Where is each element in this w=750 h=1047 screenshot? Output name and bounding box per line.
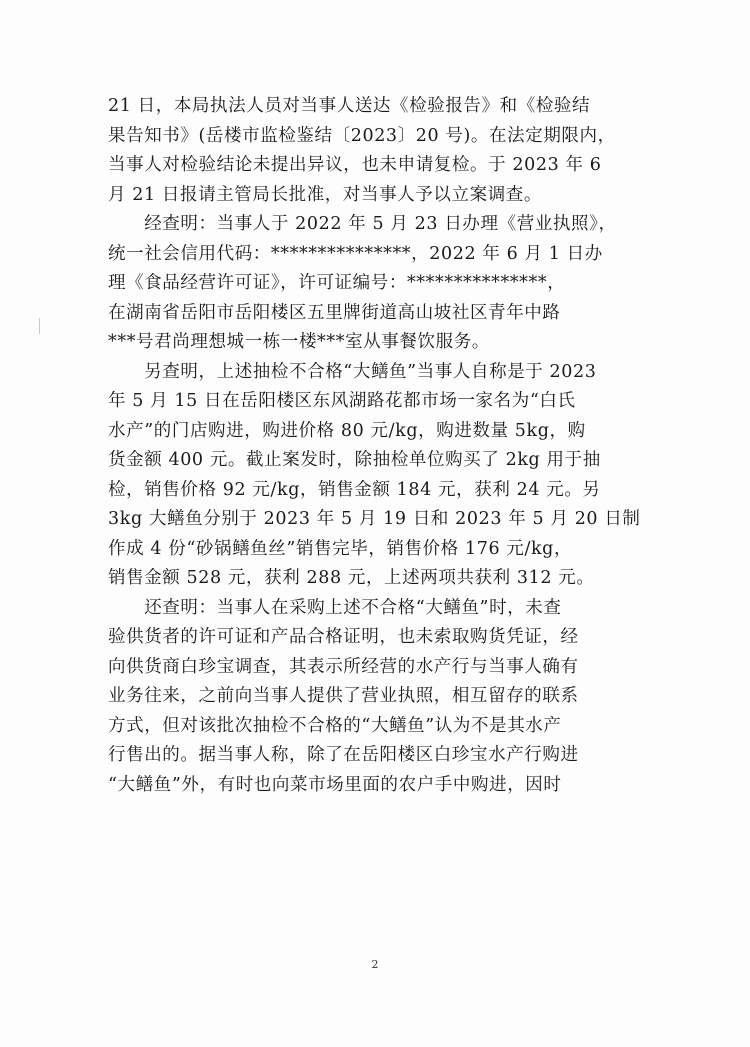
text-line: 21 日，本局执法人员对当事人送达《检验报告》和《检验结	[108, 96, 591, 116]
text-line: 方式，但对该批次抽检不合格的“大鳝鱼”认为不是其水产	[108, 715, 562, 736]
text-line: “大鳝鱼”外，有时也向菜市场里面的农户手中购进，因时	[108, 774, 562, 795]
text-line: 还查明：当事人在采购上述不合格“大鳝鱼”时，未查	[108, 597, 562, 618]
text-line: 在湖南省岳阳市岳阳楼区五里牌街道高山坡社区青年中路	[108, 302, 561, 323]
text-line: 年 5 月 15 日在岳阳楼区东风湖路花都市场一家名为“白氏	[108, 391, 576, 411]
text-line: 向供货商白珍宝调查，其表示所经营的水产行与当事人确有	[108, 656, 579, 677]
text-line: 货金额 400 元。截止案发时，除抽检单位购买了 2kg 用于抽	[108, 450, 601, 470]
text-line: 销售金额 528 元，获利 288 元，上述两项共获利 312 元。	[108, 568, 595, 588]
text-line: 行售出的。据当事人称，除了在岳阳楼区白珍宝水产行购进	[108, 745, 579, 765]
text-line: 验供货者的许可证和产品合格证明，也未索取购货凭证，经	[108, 627, 579, 647]
text-line: 水产”的门店购进，购进价格 80 元/kg，购进数量 5kg，购	[108, 420, 586, 441]
text-line: 检，销售价格 92 元/kg，销售金额 184 元，获利 24 元。另	[108, 479, 601, 500]
text-line: 果告知书》(岳楼市监检鉴结〔2023〕20 号)。在法定期限内，	[108, 125, 616, 146]
text-line: 当事人对检验结论未提出异议，也未申请复检。于 2023 年 6	[108, 155, 602, 175]
text-line: 业务往来，之前向当事人提供了营业执照，相互留存的联系	[108, 686, 579, 706]
text-line: 经查明：当事人于 2022 年 5 月 23 日办理《营业执照》，	[108, 214, 617, 234]
text-line: 理《食品经营许可证》，许可证编号：***************，	[108, 273, 566, 293]
text-line: 作成 4 份“砂锅鳝鱼丝”销售完毕，销售价格 176 元/kg，	[108, 538, 573, 559]
page-number: 2	[371, 958, 379, 971]
text-line: ***号君尚理想城一栋一楼***室从事餐饮服务。	[108, 332, 490, 352]
text-line: 3kg 大鳝鱼分别于 2023 年 5 月 19 日和 2023 年 5 月 20 日制	[108, 509, 641, 529]
text-line: 月 21 日报请主管局长批准，对当事人予以立案调查。	[108, 184, 542, 205]
document-body	[108, 92, 654, 800]
text-line: 另查明，上述抽检不合格“大鳝鱼”当事人自称是于 2023	[108, 361, 597, 382]
text-line: 统一社会信用代码：***************，2022 年 6 月 1 日办	[108, 243, 603, 264]
scan-margin-mark	[39, 318, 40, 334]
